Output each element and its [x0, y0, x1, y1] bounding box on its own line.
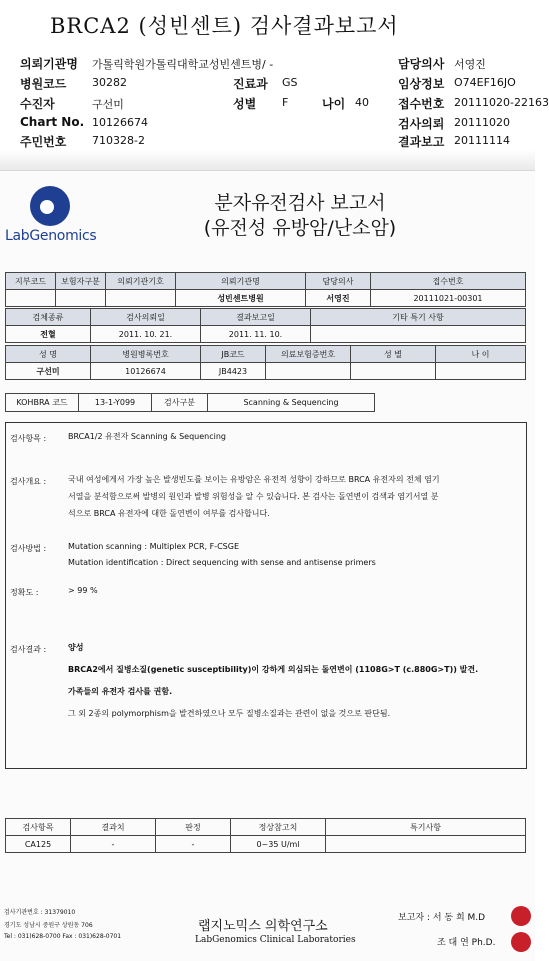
test-method-label: 검사방법 : [10, 544, 47, 553]
cell-branch-code [6, 290, 56, 307]
field-label-age: 나이 [322, 97, 346, 111]
cell-insurance-no [266, 363, 351, 380]
test-result-line-1: BRCA2에서 질병소질(genetic susceptibility)이 강하게 의심되는 돌연변이 (1108G>T (c.880G>T)) 발견. [68, 665, 479, 674]
patient-id-table [5, 345, 526, 380]
reporter-2: 조 대 연 Ph.D. [437, 938, 496, 948]
labgenomics-logo-dot-icon [40, 200, 54, 214]
document-title: BRCA2 (성빈센트) 검사결과보고서 [50, 14, 399, 38]
cell-request-date: 2011. 10. 21. [91, 326, 201, 343]
sheet-shadow [0, 150, 535, 170]
field-value-report-date: 20111114 [454, 134, 510, 147]
header-specimen-type: 검체종류 [6, 309, 91, 326]
cell-institution-name: 성빈센트병원 [176, 290, 306, 307]
field-value-institution: 가톨릭학원가톨릭대학교성빈센트병/ - [92, 58, 274, 71]
kohbra-code: 13-1-Y099 [78, 393, 152, 412]
header-insurance-no: 의료보험증번호 [266, 346, 351, 363]
header-report-date: 결과보고일 [201, 309, 311, 326]
reporter-1-seal-icon [511, 906, 531, 926]
field-label-report-date: 결과보고 [398, 135, 445, 149]
field-label-receipt-no: 접수번호 [398, 97, 445, 111]
field-value-sex: F [282, 96, 289, 109]
lab-name-english: LabGenomics Clinical Laboratories [195, 935, 356, 945]
cell-specimen-type: 전혈 [6, 326, 91, 343]
reporter-2-seal-icon [511, 932, 531, 952]
cell-patient-name: 구선미 [6, 363, 91, 380]
marker-cell-item: CA125 [6, 836, 71, 853]
field-label-chart-no: Chart No. [20, 115, 85, 129]
patient-info-table [5, 272, 526, 307]
header-remarks: 기타 특기 사항 [311, 309, 526, 326]
test-summary-line-3: 석으로 BRCA 유전자에 대한 돌연변이 여부를 검사합니다. [68, 509, 270, 518]
field-label-resident-no: 주민번호 [20, 135, 67, 149]
field-label-department: 진료과 [233, 77, 268, 91]
test-method-line-2: Mutation identification : Direct sequencing with sense and antisense primers [68, 558, 376, 567]
lab-name-korean: 랩지노믹스 의학연구소 [198, 919, 328, 934]
marker-cell-judgment: - [156, 836, 231, 853]
field-label-hospital-code: 병원코드 [20, 77, 67, 91]
marker-cell-value: - [71, 836, 156, 853]
cell-institution-code [106, 290, 176, 307]
header-patient-name: 성 명 [6, 346, 91, 363]
accuracy-value: > 99 % [68, 586, 98, 595]
marker-cell-reference: 0~35 U/ml [231, 836, 326, 853]
cell-insurer-type [56, 290, 106, 307]
test-item-label: 검사항목 : [10, 434, 47, 443]
accuracy-label: 정확도 : [10, 588, 39, 597]
reporter-1: 보고자 : 서 동 희 M.D [398, 913, 486, 923]
field-value-clinical-info: O74EF16JO [454, 76, 516, 89]
header-jb-code: JB코드 [201, 346, 266, 363]
field-value-age: 40 [355, 96, 369, 109]
header-receipt-no: 접수번호 [371, 273, 526, 290]
header-request-date: 검사의뢰일 [91, 309, 201, 326]
kohbra-label: KOHBRA 코드 [5, 393, 79, 412]
field-label-sex: 성별 [233, 97, 257, 111]
marker-header-item: 검사항목 [6, 819, 71, 836]
cell-remarks [311, 326, 526, 343]
header-branch-code: 지부코드 [6, 273, 56, 290]
specimen-info-table [5, 308, 526, 343]
test-result-line-2: 가족들의 유전자 검사를 권함. [68, 687, 173, 696]
field-label-doctor: 담당의사 [398, 57, 445, 71]
marker-cell-notes [326, 836, 526, 853]
field-value-hospital-code: 30282 [92, 76, 127, 89]
field-value-resident-no: 710328-2 [92, 134, 145, 147]
field-value-request-date: 20111020 [454, 116, 510, 129]
test-method-line-1: Mutation scanning : Multiplex PCR, F-CSGE [68, 542, 240, 551]
header-doctor: 담당의사 [306, 273, 371, 290]
field-label-clinical-info: 임상정보 [398, 77, 445, 91]
field-label-patient: 수진자 [20, 97, 55, 111]
footer-address: 경기도 성남시 중원구 상원동 706 [4, 922, 93, 929]
test-summary-line-1: 국내 여성에게서 가장 높은 발생빈도를 보이는 유방암은 유전적 성향이 강하므로 BRCA 유전자의 전체 염기 [68, 475, 440, 484]
marker-header-value: 결과치 [71, 819, 156, 836]
cell-age [436, 363, 526, 380]
marker-header-notes: 특기사항 [326, 819, 526, 836]
header-sex: 성 별 [351, 346, 436, 363]
header-institution-code: 의뢰기관기호 [106, 273, 176, 290]
header-hospital-record-no: 병원병록번호 [91, 346, 201, 363]
field-value-patient: 구선미 [92, 98, 124, 111]
marker-header-judgment: 판정 [156, 819, 231, 836]
report-subtitle: (유전성 유방암/난소암) [203, 217, 397, 239]
header-insurer-type: 보험자구분 [56, 273, 106, 290]
test-summary-label: 검사개요 : [10, 477, 47, 486]
cell-jb-code: JB4423 [201, 363, 266, 380]
test-result-line-3: 그 외 2종의 polymorphism을 발견하였으나 모두 질병소질과는 관련이 없을 것으로 판단됨. [68, 709, 391, 718]
cell-report-date: 2011. 11. 10. [201, 326, 311, 343]
cell-hospital-record-no: 10126674 [91, 363, 201, 380]
kohbra-type-value: Scanning & Sequencing [207, 393, 375, 412]
marker-header-reference: 정상참고치 [231, 819, 326, 836]
cell-sex [351, 363, 436, 380]
cell-receipt-no: 20111021-00301 [371, 290, 526, 307]
test-item-value: BRCA1/2 유전자 Scanning & Sequencing [68, 432, 226, 441]
labgenomics-logo-text: LabGenomics [5, 228, 97, 244]
field-value-doctor: 서영진 [454, 58, 486, 71]
kohbra-type-label: 검사구분 [151, 393, 208, 412]
field-value-chart-no: 10126674 [92, 116, 148, 129]
test-summary-line-2: 서열을 분석함으로써 발병의 원인과 발병 위험성을 알 수 있습니다. 본 검사는 돌연변이 검색과 염기서열 분 [68, 492, 439, 501]
field-label-institution: 의뢰기관명 [20, 57, 78, 71]
test-result-value: 양성 [68, 643, 84, 652]
footer-institution-no: 검사기관번호 : 31379010 [4, 909, 76, 916]
field-label-request-date: 검사의뢰 [398, 117, 445, 131]
field-value-receipt-no: 20111020-22163 [454, 96, 549, 109]
header-age: 나 이 [436, 346, 526, 363]
marker-table [5, 818, 526, 853]
footer-contact: Tel : 031)628-0700 Fax : 031)628-0701 [4, 933, 122, 940]
report-title: 분자유전검사 보고서 [214, 192, 386, 214]
field-value-department: GS [282, 76, 298, 89]
header-institution-name: 의뢰기관명 [176, 273, 306, 290]
test-result-label: 검사결과 : [10, 645, 47, 654]
cell-doctor: 서영진 [306, 290, 371, 307]
